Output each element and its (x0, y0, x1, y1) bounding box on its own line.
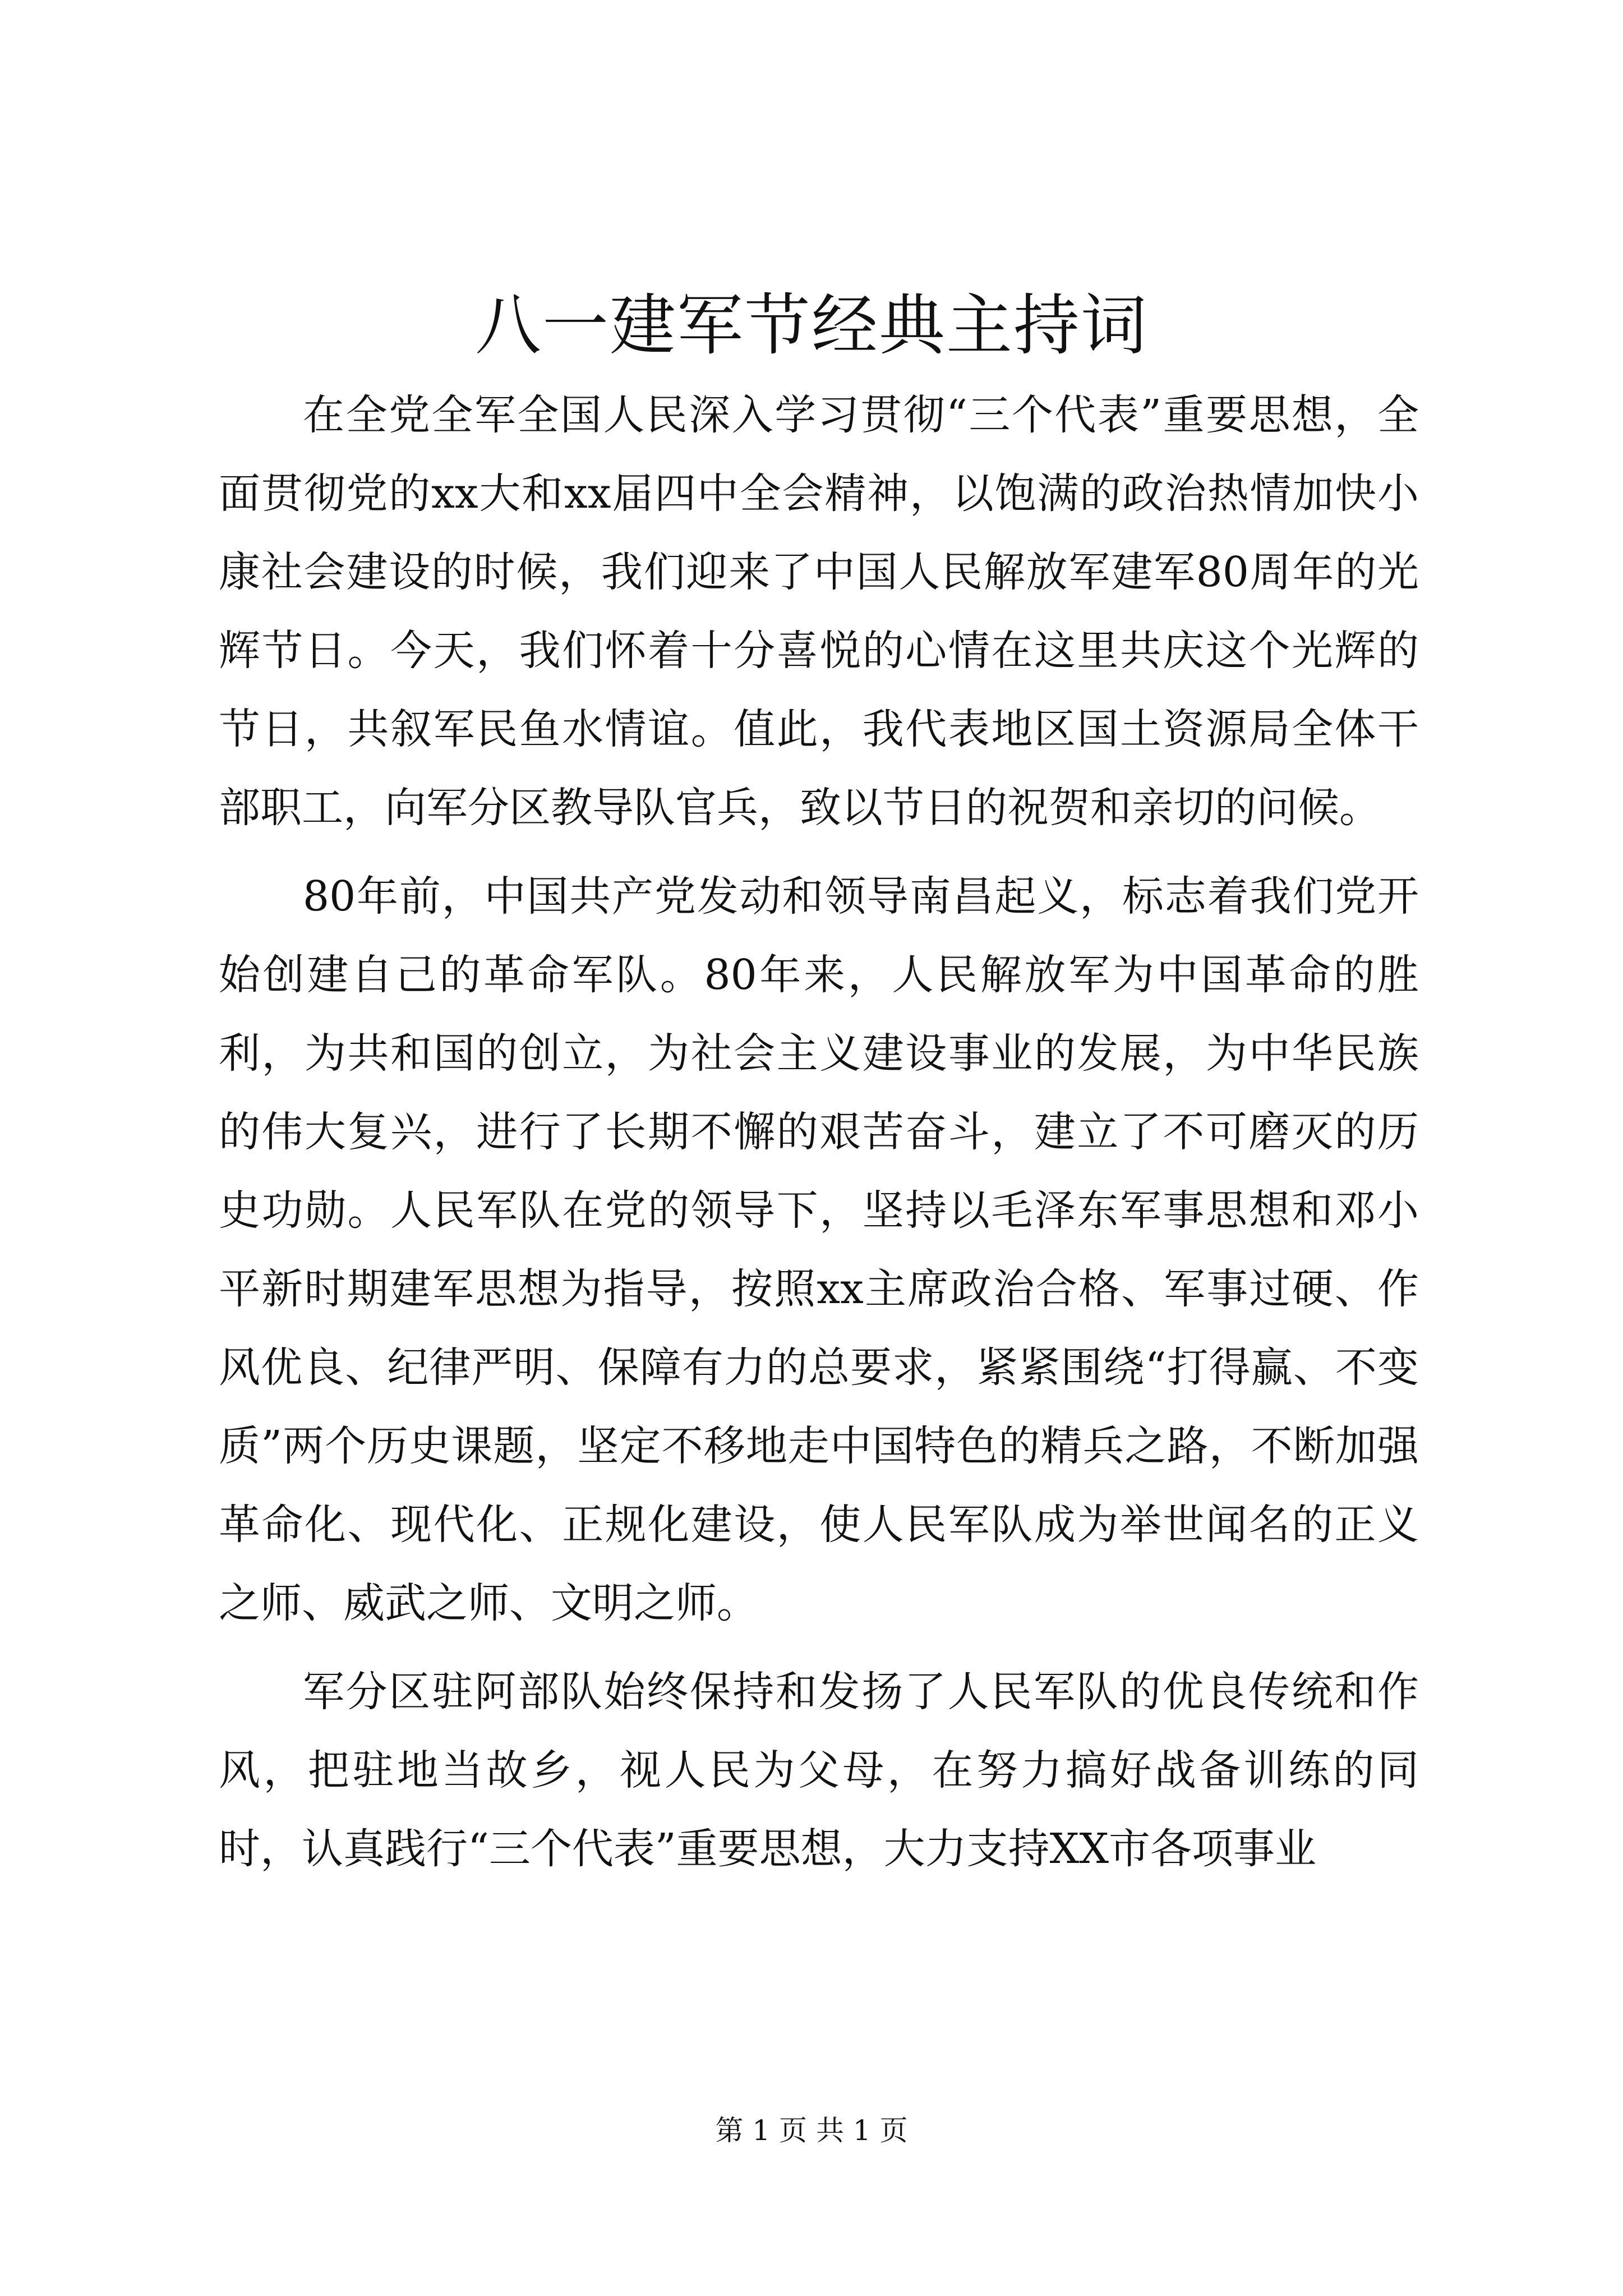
page-number-footer: 第 1 页 共 1 页 (715, 2114, 908, 2147)
paragraph-1: 在全党全军全国人民深入学习贯彻“三个代表”重要思想，全面贯彻党的xx大和xx届四中全会精神，以饱满的政治热情加快小康社会建设的时候，我们迎来了中国人民解放军建军80周年的光辉节日。今天，我们怀着十分喜悦的心情在这里共庆这个光辉的节日，共叙军民鱼水情谊。值此，我代表地区国土资源局全体干部职工，向军分区教导队官兵，致以节日的祝贺和亲切的问候。 (219, 391, 1419, 832)
document-body (219, 376, 1419, 1888)
paragraph-3: 军分区驻阿部队始终保持和发扬了人民军队的优良传统和作风，把驻地当故乡，视人民为父母，在努力搞好战备训练的同时，认真践行“三个代表”重要思想，大力支持XX市各项事业 (219, 1668, 1419, 1873)
paragraph-2: 80年前，中国共产党发动和领导南昌起义，标志着我们党开始创建自己的革命军队。80年来，人民解放军为中国革命的胜利，为共和国的创立，为社会主义建设事业的发展，为中华民族的伟大复兴，进行了长期不懈的艰苦奋斗，建立了不可磨灭的历史功勋。人民军队在党的领导下，坚持以毛泽东军事思想和邓小平新时期建军思想为指导，按照xx主席政治合格、军事过硬、作风优良、纪律严明、保障有力的总要求，紧紧围绕“打得赢、不变质”两个历史课题，坚定不移地走中国特色的精兵之路，不断加强革命化、现代化、正规化建设，使人民军队成为举世闻名的正义之师、威武之师、文明之师。 (219, 872, 1419, 1627)
page-title: 八一建军节经典主持词 (474, 287, 1148, 364)
